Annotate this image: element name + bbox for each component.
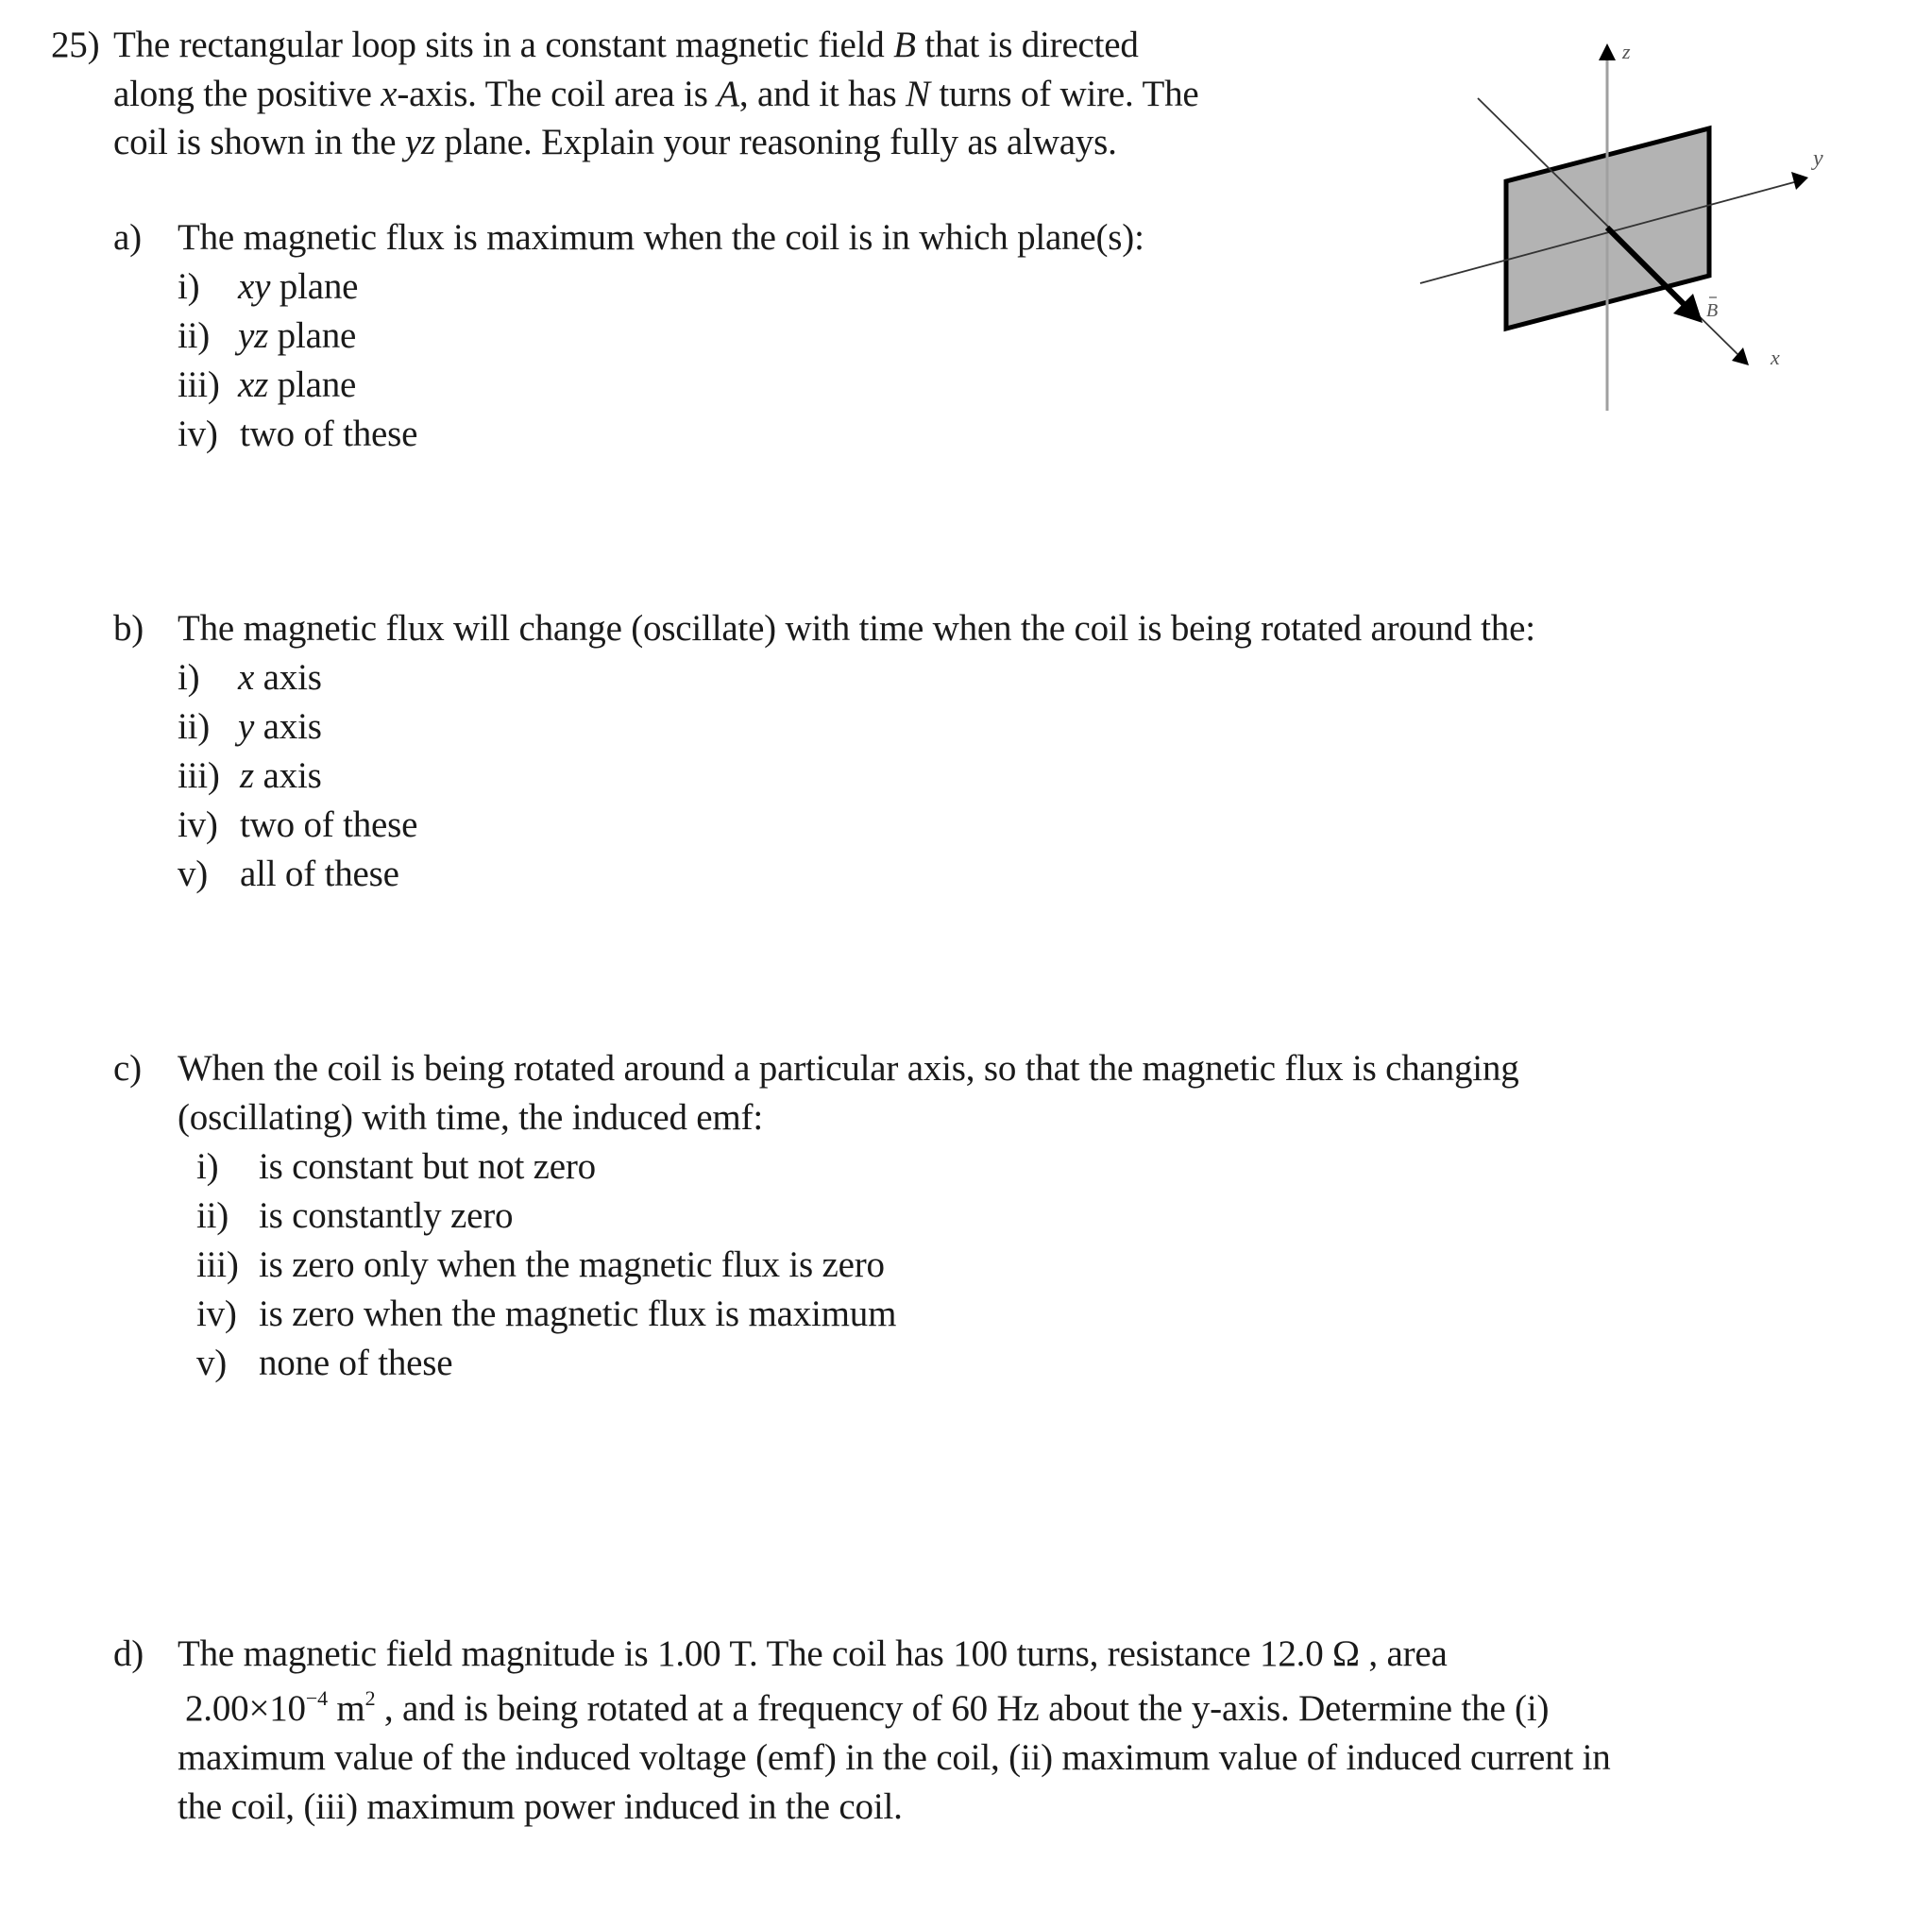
part-b-option-num: ii) — [178, 706, 211, 747]
part-a-option-3[interactable] — [238, 366, 356, 403]
intro-text: along the positive — [113, 74, 381, 114]
option-text: axis — [254, 706, 322, 747]
part-c-prompt-line-2: (oscillating) with time, the induced emf: — [178, 1097, 763, 1138]
part-b-option-3[interactable] — [240, 757, 322, 794]
part-a-option-4[interactable] — [240, 415, 417, 452]
option-text: axis — [254, 657, 322, 698]
part-b-option-num: iv) — [178, 804, 218, 845]
part-b-option-5[interactable] — [240, 855, 399, 892]
var-N: N — [905, 74, 930, 114]
part-a-label: a) — [113, 217, 142, 258]
part-a-option-num: i) — [178, 266, 200, 307]
option-var: z — [240, 755, 254, 796]
part-a-option-num: ii) — [178, 315, 211, 356]
part-c-option-5[interactable]: none of these — [259, 1343, 453, 1383]
option-var: yz — [238, 315, 269, 356]
question-intro-line-2 — [113, 76, 1198, 112]
part-c-option-4[interactable]: is zero when the magnetic flux is maximum — [259, 1294, 897, 1334]
part-a-option-num: iii) — [178, 364, 220, 405]
area-exponent: −4 — [305, 1686, 328, 1710]
part-c-option-num: i) — [196, 1146, 219, 1187]
part-b-label: b) — [113, 608, 144, 649]
part-b-option-4[interactable] — [240, 806, 417, 843]
intro-text: that is directed — [915, 25, 1139, 65]
intro-text: The rectangular loop sits in a constant magnetic field — [113, 25, 894, 65]
part-b-option-num: i) — [178, 657, 200, 698]
intro-text: , and it has — [738, 74, 906, 114]
option-text: two of these — [240, 414, 418, 454]
var-yz: yz — [404, 122, 435, 162]
z-axis-label: z — [1622, 40, 1631, 63]
option-var: xz — [238, 364, 269, 405]
part-b-option-2[interactable] — [238, 708, 322, 745]
option-var: y — [238, 706, 255, 747]
question-intro-line-3 — [113, 124, 1117, 161]
part-b-option-num: v) — [178, 854, 209, 894]
part-c-option-3[interactable]: is zero only when the magnetic flux is zero — [259, 1244, 885, 1285]
option-text: plane — [270, 266, 359, 307]
area-unit: m — [327, 1688, 365, 1729]
part-d-text: , and is being rotated at a frequency of 60 Hz about the y-axis. Determine the (i) — [375, 1688, 1550, 1729]
var-B: B — [893, 25, 916, 65]
part-c-prompt-line-1: When the coil is being rotated around a particular axis, so that the magnetic flux is changing — [178, 1048, 1519, 1089]
part-d-line-1: The magnetic field magnitude is 1.00 T. The coil has 100 turns, resistance 12.0 Ω , area — [178, 1633, 1448, 1674]
question-number: 25) — [51, 25, 100, 65]
y-axis-label: y — [1813, 146, 1823, 171]
question-intro-line-1 — [113, 26, 1139, 63]
part-c-option-num: iv) — [196, 1294, 237, 1334]
part-a-option-1[interactable] — [238, 268, 358, 305]
y-axis-arrowhead — [1791, 172, 1808, 190]
part-d-line-4: the coil, (iii) maximum power induced in the coil. — [178, 1786, 903, 1827]
option-text: plane — [268, 364, 357, 405]
intro-text: -axis. The coil area is — [397, 74, 718, 114]
intro-text: turns of wire. The — [929, 74, 1199, 114]
intro-text: plane. Explain your reasoning fully as always. — [434, 122, 1117, 162]
area-unit-exponent: 2 — [364, 1686, 376, 1710]
option-text: all of these — [240, 854, 399, 894]
coil-diagram — [1416, 28, 1851, 434]
option-text: two of these — [240, 804, 418, 845]
part-b-prompt: The magnetic flux will change (oscillate) with time when the coil is being rotated around the: — [178, 608, 1535, 649]
part-c-option-num: v) — [196, 1343, 228, 1383]
part-c-option-2[interactable]: is constantly zero — [259, 1195, 514, 1236]
part-a-option-2[interactable] — [238, 317, 356, 354]
z-axis-arrowhead — [1599, 43, 1616, 60]
x-axis-label: x — [1771, 346, 1780, 369]
part-c-option-num: ii) — [196, 1195, 229, 1236]
part-c-option-num: iii) — [196, 1244, 239, 1285]
option-text: plane — [268, 315, 357, 356]
part-c-label: c) — [113, 1048, 142, 1089]
b-field-label: B — [1706, 300, 1719, 321]
part-b-option-num: iii) — [178, 755, 220, 796]
var-x: x — [381, 74, 398, 114]
part-a-option-num: iv) — [178, 414, 218, 454]
part-a-prompt: The magnetic flux is maximum when the coil is in which plane(s): — [178, 217, 1144, 258]
area-mantissa: 2.00×10 — [185, 1688, 306, 1729]
part-b-option-1[interactable] — [238, 659, 322, 696]
intro-text: coil is shown in the — [113, 122, 405, 162]
var-A: A — [717, 74, 739, 114]
option-var: xy — [238, 266, 271, 307]
part-d-line-3: maximum value of the induced voltage (emf) in the coil, (ii) maximum value of induced current in — [178, 1737, 1611, 1778]
option-text: axis — [253, 755, 322, 796]
option-var: x — [238, 657, 255, 698]
part-c-option-1[interactable]: is constant but not zero — [259, 1146, 596, 1187]
part-d-line-2 — [185, 1686, 1550, 1729]
part-d-label: d) — [113, 1633, 144, 1674]
